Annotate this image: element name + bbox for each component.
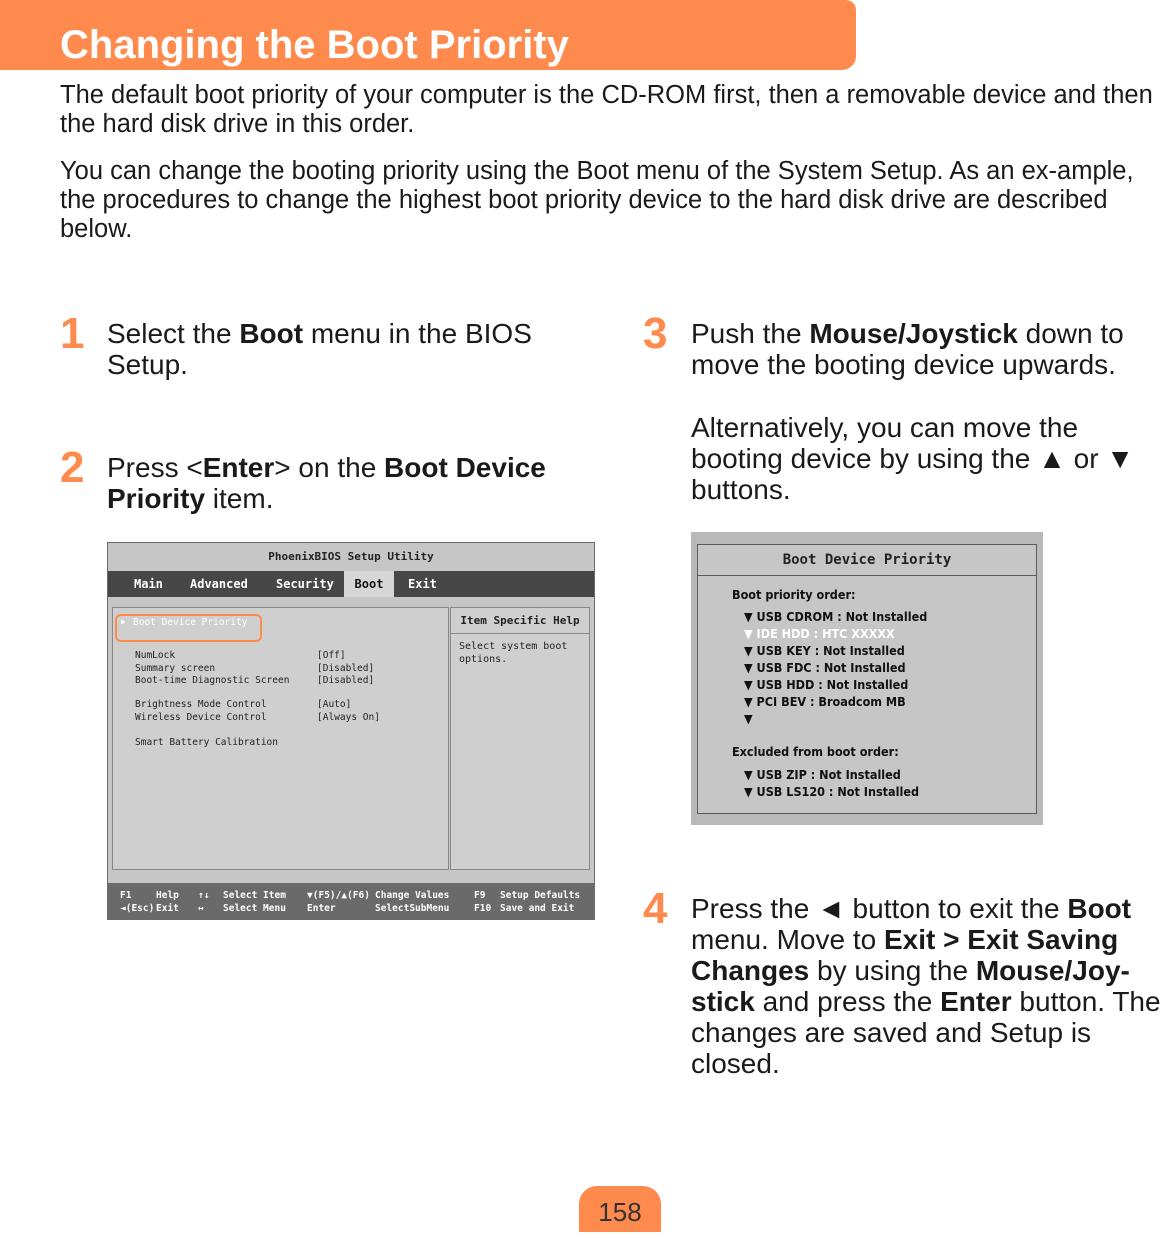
page-number: 158 [579,1186,661,1232]
boot-order-label: Boot priority order: [732,587,856,602]
option-value: [Disabled] [317,663,375,674]
option-label[interactable]: Smart Battery Calibration [135,737,278,748]
key-f9: F9 [474,890,486,901]
boot-order-item[interactable]: ▼ USB FDC : Not Installed [744,660,906,675]
bios-menu-advanced[interactable]: Advanced [190,577,248,591]
page-title: Changing the Boot Priority [60,23,569,67]
key-save-exit-label: Save and Exit [500,903,575,914]
bios-options-panel [112,607,449,870]
bios-menu-bar [108,571,594,597]
step-3-text: Push the Mouse/Joystick down to move the booting device upwards. [691,318,1124,380]
bios-menu-boot[interactable]: Boot [344,571,394,597]
option-label[interactable]: Brightness Mode Control [135,699,267,710]
bios-screen [107,542,595,920]
key-help-label: Help [156,890,179,901]
option-value: [Auto] [317,699,352,710]
help-title: Item Specific Help [451,608,589,634]
key-esc: ◄(Esc) [120,903,155,914]
title-bar [0,0,856,70]
step-3-alternative: Alternatively, you can move the booting device by using the ▲ or ▼ buttons. [691,412,1135,505]
step-2-number: 2 [60,443,85,492]
boot-order-item[interactable]: ▼ USB KEY : Not Installed [744,643,905,658]
boot-order-item[interactable]: ▼ USB HDD : Not Installed [744,677,909,692]
option-value: [Always On] [317,712,380,723]
excluded-item[interactable]: ▼ USB LS120 : Not Installed [744,784,919,799]
option-label[interactable]: Wireless Device Control [135,712,267,723]
step-4-text: Press the ◄ button to exit the Boot menu. Move to Exit > Exit Saving Changes by using the Mouse/Joy-stick and press the Enter button. The changes are saved and Setup is closed. [691,893,1161,1079]
help-text: Select system boot options. [459,641,568,665]
boot-device-priority-item[interactable]: Boot Device Priority [133,617,248,628]
key-select-item-label: Select Item [223,890,286,901]
excluded-label: Excluded from boot order: [732,744,899,759]
key-exit-label: Exit [156,903,179,914]
step-3-number: 3 [643,309,668,358]
key-setup-defaults-label: Setup Defaults [500,890,581,901]
option-label[interactable]: Boot-time Diagnostic Screen [135,675,290,686]
step-1-number: 1 [60,309,85,358]
boot-priority-panel [697,544,1037,814]
excluded-item[interactable]: ▼ USB ZIP : Not Installed [744,767,901,782]
option-value: [Disabled] [317,675,375,686]
intro-paragraph-2: You can change the booting priority using the Boot menu of the System Setup. As an ex-ample, the procedures to change the highest boot priority device to the hard disk drive are described below. [60,157,1134,243]
bios-title: PhoenixBIOS Setup Utility [268,550,434,563]
bios-menu-exit[interactable]: Exit [408,577,437,591]
bios-menu-main[interactable]: Main [134,577,163,591]
key-select-menu-label: Select Menu [223,903,286,914]
bios-menu-security[interactable]: Security [276,577,334,591]
boot-order-item-selected[interactable]: ▼ IDE HDD : HTC XXXXX [744,626,895,641]
bios-footer [108,883,594,920]
key-f5f6: ▼(F5)/▲(F6) [307,890,370,901]
step-1-text: Select the Boot menu in the BIOS Setup. [107,318,532,380]
key-updown: ↑↓ [198,890,210,901]
boot-priority-title: Boot Device Priority [698,545,1036,576]
step-4-number: 4 [643,884,668,933]
selected-arrow-icon: ▶ [121,617,126,626]
key-enter: Enter [307,903,336,914]
boot-order-item[interactable]: ▼ [744,711,753,726]
boot-device-priority-screen [691,532,1043,825]
key-leftright: ↔ [198,903,204,914]
step-2-text: Press <Enter> on the Boot Device Priority item. [107,452,546,514]
key-f1: F1 [120,890,132,901]
key-select-submenu-label: SelectSubMenu [375,903,450,914]
intro-paragraph-1: The default boot priority of your computer is the CD-ROM first, then a removable device and then the hard disk drive in this order. [60,81,1153,138]
bios-help-panel [450,607,590,870]
key-change-values-label: Change Values [375,890,450,901]
boot-order-item[interactable]: ▼ USB CDROM : Not Installed [744,609,928,624]
option-label[interactable]: Summary screen [135,663,216,674]
option-value: [Off] [317,650,346,661]
option-label[interactable]: NumLock [135,650,176,661]
boot-order-item[interactable]: ▼ PCI BEV : Broadcom MB [744,694,906,709]
key-f10: F10 [474,903,492,914]
